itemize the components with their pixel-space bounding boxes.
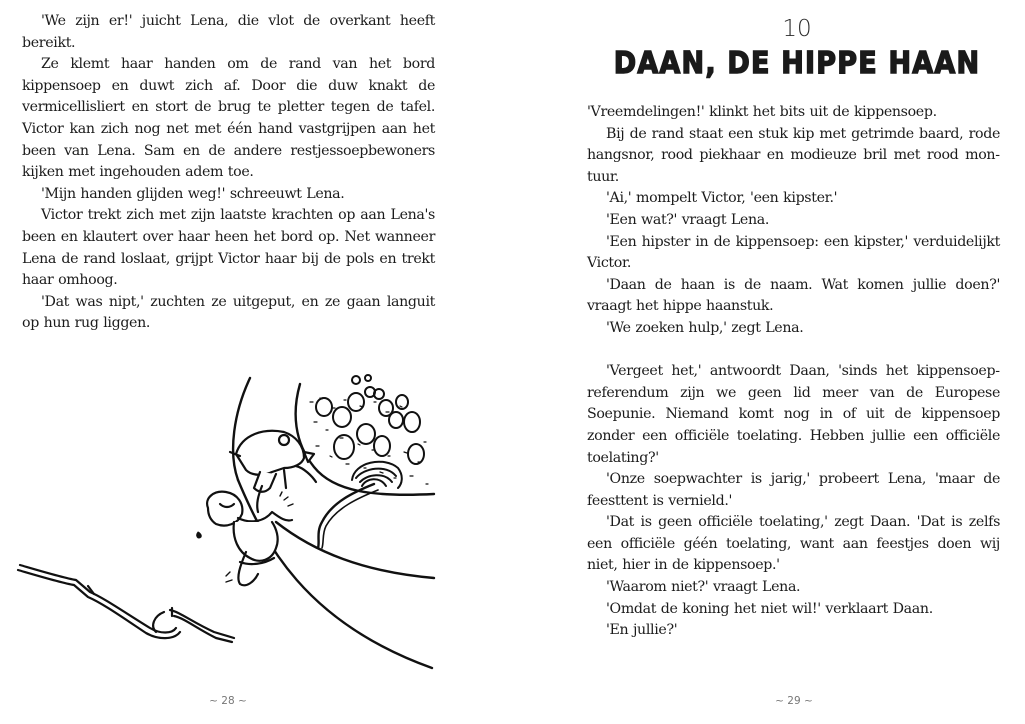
paragraph: 'Omdat de koning het niet wil!' verklaart Daan. — [606, 600, 933, 617]
meatball — [352, 462, 402, 488]
paragraph: 'Mijn handen glijden weg!' schreeuwt Lena. — [41, 185, 345, 202]
paragraph: Victor trekt zich met zijn laatste krachten op aan Lena's been en klautert over haar heen het bord op. Net wanneer Lena de rand loslaat, grijpt Victor haar bij de pols en trekt haar omhoog. — [22, 207, 435, 289]
right-page — [512, 0, 1025, 724]
paragraph: 'Ai,' mompelt Victor, 'een kipster.' — [606, 190, 838, 207]
chapter-title: DAAN, DE HIPPE HAAN — [613, 46, 981, 81]
comic-illustration — [14, 372, 439, 674]
paragraph: 'We zoeken hulp,' zegt Lena. — [606, 319, 804, 336]
paragraph: 'We zijn er!' juicht Lena, die vlot de overkant heeft bereikt. — [22, 13, 435, 51]
noodle-strand-inner — [322, 490, 378, 548]
paragraph: 'Onze soepwachter is jarig,' probeert Lena, 'maar de feesttent is vernield.' — [587, 471, 1000, 509]
chapter-number: 10 — [782, 16, 812, 42]
paragraph: Bij de rand staat een stuk kip met getrimde baard, rode hangsnor, rood piekhaar en modieuze bril met rood montuur. — [587, 125, 1000, 185]
bowl-inner-curve — [276, 522, 434, 578]
left-page-body — [22, 11, 435, 335]
right-page-body — [587, 102, 1000, 642]
paragraph: 'Dat was nipt,' zuchten ze uitgeput, en ze gaan languit op hun rug liggen. — [22, 293, 435, 332]
character-victor — [230, 431, 316, 492]
paragraph: Ze klemt haar handen om de rand van het bord kippensoep en duwt zich af. Door die duw knakt de vermicellisliert en stort de brug te pletter tegen de tafel. Victor kan zich nog net met één hand vastgrijpen aan het been van Lena. Sam en de andere restjessoepbewoners kijken met ingehouden adem toe. — [22, 56, 435, 181]
soup-blobs — [316, 375, 424, 464]
page-number: ~ 29 ~ — [775, 695, 813, 707]
paragraph: 'Een hipster in de kippensoep: een kipster,' verduidelijkt Victor. — [587, 233, 1000, 272]
paragraph: 'En jullie?' — [606, 622, 678, 639]
page-number: ~ 28 ~ — [209, 695, 247, 707]
paragraph: 'Waarom niet?' vraagt Lena. — [606, 579, 801, 596]
paragraph: 'Vreemdelingen!' klinkt het bits uit de kippensoep. — [587, 104, 937, 120]
soup-speckles — [310, 398, 428, 484]
character-lena — [197, 486, 293, 585]
paragraph: 'Vergeet het,' antwoordt Daan, 'sinds het kippensoepreferendum zijn we geen lid meer van de Europese Soepunie. Niemand komt nog in of uit de kippensoep zonder een officiële toelating. Hebben jullie een officiële toelating?' — [587, 363, 1000, 466]
left-page — [0, 0, 512, 724]
paragraph: 'Een wat?' vraagt Lena. — [606, 211, 770, 228]
broken-vermicelli — [18, 565, 234, 642]
noodle-strand — [318, 484, 374, 548]
paragraph: 'Daan de haan is de naam. Wat komen jullie doen?' vraagt het hippe haanstuk. — [587, 276, 1000, 315]
paragraph: 'Dat is geen officiële toelating,' zegt Daan. 'Dat is zelfs een officiële géén toelating, want aan feestjes doen wij niet, hier in de kippensoep.' — [587, 514, 1000, 574]
